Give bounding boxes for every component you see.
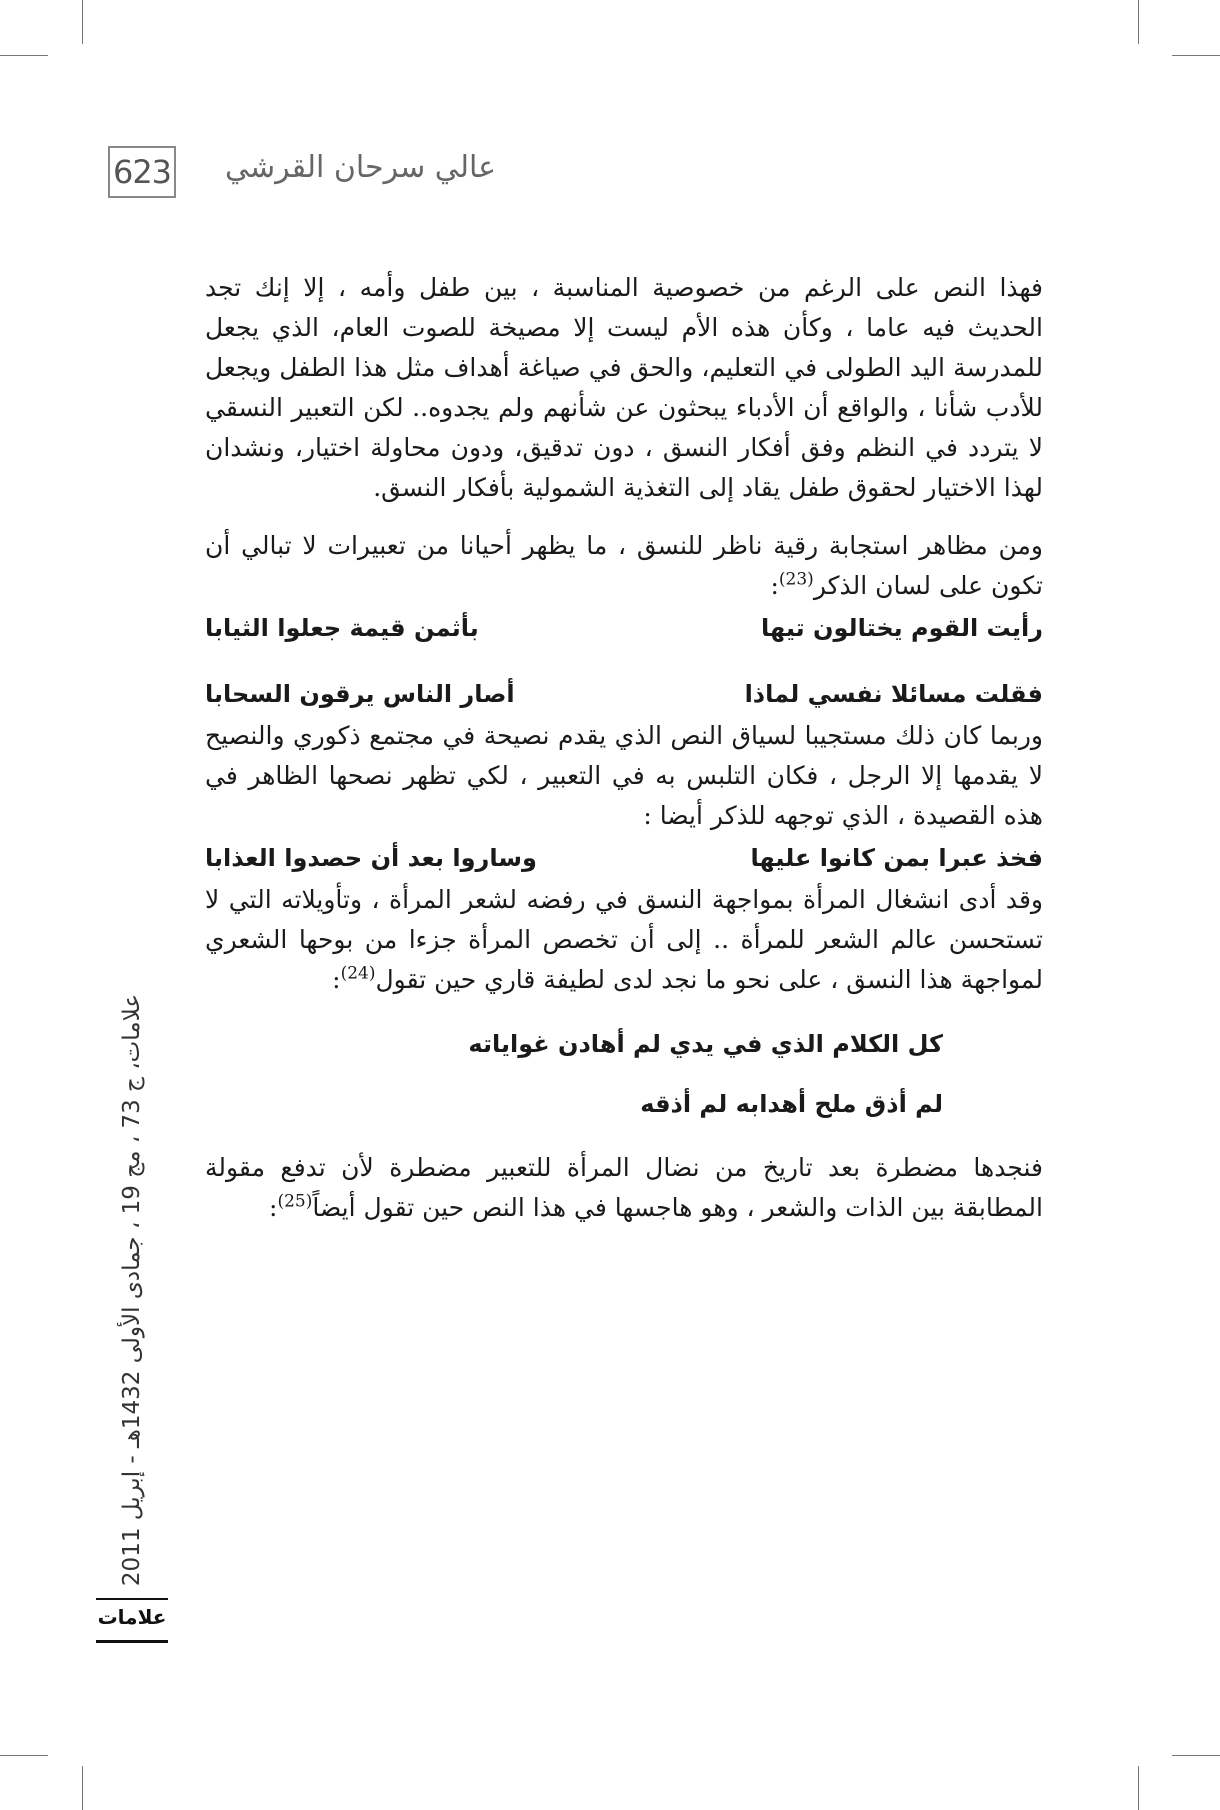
crop-mark: [0, 55, 48, 56]
text-line: هذا الطفل ويجعل للأدب شأنا ، والواقع أن الأدباء يبحثون عن شأنهم ولم: [205, 353, 1043, 422]
crop-mark: [82, 1766, 83, 1810]
paragraph: [205, 526, 1043, 606]
text-line: يجدوه.. لكن التعبير النسقي لا يتردد في النظم وفق أفكار النسق ، دون: [205, 393, 1043, 462]
poem-line: كل الكلام الذي في يدي لم أهادن غواياته: [468, 1030, 943, 1058]
crop-mark: [1138, 1766, 1139, 1810]
verse-hemistich: رأيت القوم يختالون تيها: [761, 614, 1043, 642]
text-line: ومن مظاهر استجابة رقية ناظر للنسق ، ما يظهر أحيانا من تعبيرات لا: [302, 531, 1043, 560]
crop-mark: [1172, 55, 1220, 56]
text-line: أيضاً: [312, 1193, 356, 1222]
footnote-ref: (24): [340, 963, 376, 984]
crop-mark: [1138, 0, 1139, 44]
text-line: الذي يجعل للمدرسة اليد الطولى في التعليم، والحق في صياغة أهداف مثل: [205, 313, 1043, 382]
verse-hemistich: فخذ عبرا بمن كانوا عليها: [750, 844, 1043, 872]
poem-line: لم أذق ملح أهدابه لم أذقه: [640, 1090, 943, 1118]
paragraph: [205, 1148, 1043, 1228]
journal-citation-bar: [108, 960, 156, 1620]
text-line: التغذية الشمولية بأفكار النسق.: [373, 473, 691, 502]
paragraph: [205, 716, 1043, 836]
footnote-ref: (23): [778, 569, 814, 590]
journal-citation: علامات، ج 73 ، مج 19 ، جمادى الأولى 1432هـ - إبريل 2011: [119, 993, 145, 1587]
text-line: وقد أدى انشغال المرأة بمواجهة النسق في رفضه لشعر المرأة ، وتأويلاته: [281, 885, 1043, 914]
text-line: مقولة المطابقة بين الذات والشعر ، وهو هاجسها في هذا النص حين تقول: [205, 1153, 1043, 1222]
text-line: التي لا تستحسن عالم الشعر للمرأة .. إلى أن تخصص المرأة جزءا من بوحها: [205, 885, 1044, 954]
text-line: وربما كان ذلك مستجيبا لسياق النص الذي يقدم نصيحة في مجتمع: [369, 721, 1044, 750]
text-line: فنجدها مضطرة بعد تاريخ من نضال المرأة للتعبير مضطرة لأن تدفع: [280, 1153, 1043, 1182]
text-line: تدقيق، ودون محاولة اختيار، ونشدان لهذا الاختيار لحقوق طفل يقاد إلى: [205, 433, 1043, 502]
page-number: 623: [108, 146, 176, 198]
text-line: الشعري لمواجهة هذا النسق ، على نحو ما نجد لدى لطيفة قاري حين: [205, 925, 1043, 994]
crop-mark: [1172, 1755, 1220, 1756]
paragraph: [205, 880, 1043, 1000]
text-line: تبالي أن تكون على لسان الذكر: [205, 531, 1043, 600]
footnote-ref: (25): [277, 1191, 313, 1212]
journal-logo: علامات: [96, 1598, 168, 1643]
colon: :: [770, 571, 779, 600]
verse-hemistich: فقلت مسائلا نفسي لماذا: [744, 680, 1043, 708]
verse-hemistich: وساروا بعد أن حصدوا العذابا: [205, 844, 537, 872]
text-line: تقول: [375, 965, 427, 994]
verse: [205, 606, 1043, 650]
verse: [205, 836, 1043, 880]
verse-hemistich: بأثمن قيمة جعلوا الثيابا: [205, 614, 479, 642]
text-line: ذكوري والنصيح لا يقدمها إلا الرجل ، فكان التلبس به في التعبير ، لكي: [205, 721, 1043, 790]
verse-hemistich: أصار الناس يرقون السحابا: [205, 680, 515, 708]
verse: [205, 672, 1043, 716]
text-line: فهذا النص على الرغم من خصوصية المناسبة ، بين طفل وأمه ، إلا: [303, 273, 1043, 302]
colon: :: [332, 965, 341, 994]
text-line: إنك تجد الحديث فيه عاما ، وكأن هذه الأم ليست إلا مصيخة للصوت العام،: [205, 273, 1043, 342]
crop-mark: [82, 0, 83, 44]
text-line: تظهر نصحها الظاهر في هذه القصيدة ، الذي توجهه للذكر أيضا :: [205, 761, 1043, 830]
crop-mark: [0, 1755, 48, 1756]
colon: :: [269, 1193, 278, 1222]
paragraph: [205, 268, 1043, 508]
article-body: [205, 268, 1043, 1228]
running-title: عالي سرحان القرشي: [224, 150, 496, 185]
